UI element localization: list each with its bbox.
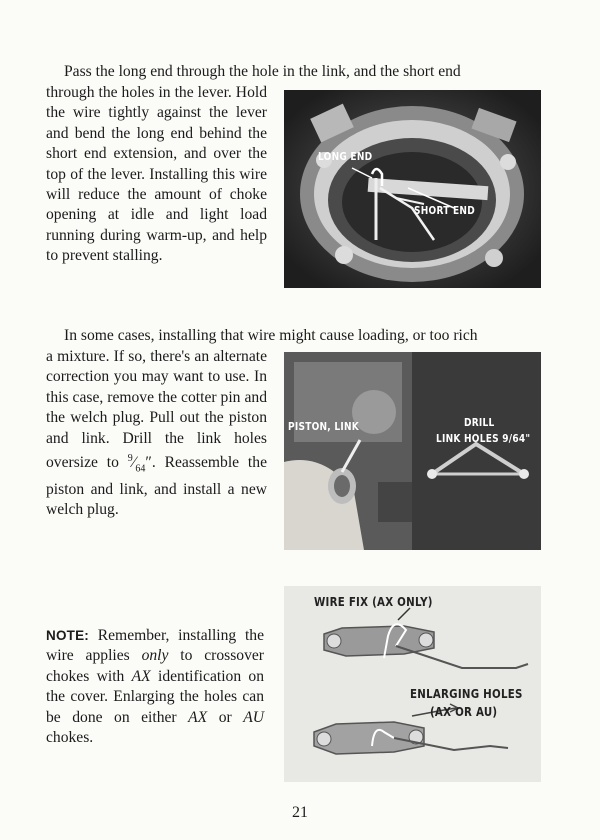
long-end-label: LONG END [318, 150, 373, 163]
fraction-denominator: 64 [135, 463, 146, 475]
section2-lead-line: In some cases, installing that wire might cause loading, or too rich [64, 327, 478, 344]
piston-link-illustration [284, 352, 412, 550]
note-label: NOTE: [46, 628, 89, 643]
section2-body-start: a mixture. If so, there's an alternate correction you may want to use. In this case, remove the cotter pin and the welch plug. Pull out the piston and link. Drill the link holes oversize to [46, 348, 267, 472]
enlarging-holes-label: ENLARGING HOLES [410, 686, 523, 701]
ax-or-au-label: (AX OR AU) [430, 704, 498, 719]
link-diagram [412, 352, 541, 550]
note-paragraph [46, 626, 264, 748]
carburetor-choke-illustration [284, 90, 541, 288]
note-or: or [207, 708, 244, 726]
drill-link-photo [412, 352, 541, 550]
note-text-1: Remember, installing the wire applies [46, 627, 264, 665]
choke-cover-illustration [284, 586, 541, 782]
choke-cover-photo [284, 586, 541, 782]
carburetor-choke-photo [284, 90, 541, 288]
note-ax-1: AX [131, 667, 151, 685]
section2-body: a mixture. If so, there's an alternate correction you may want to use. In this case, remove the cotter pin and the welch plug. Pull out the piston and link. Drill the link holes oversize to $^9⁄_{64}''$. Reassemble the piston and link, and install a new welch plug. [46, 348, 267, 519]
section1-lead-line: Pass the long end through the hole in the link, and the short end [64, 63, 461, 80]
short-end-label: SHORT END [414, 204, 475, 217]
section2-body-end: . Reassemble the piston and link, and install a new welch plug. [46, 454, 267, 519]
drill-label-line2: LINK HOLES 9/64" [436, 432, 531, 445]
note-text-2: to crossover chokes with [46, 647, 264, 685]
section1-body: through the holes in the lever. Hold the wire tightly against the lever and bend the long end behind the short end extension, and over the top of the lever. Installing this wire will reduce the amount of choke opening at idle and light load running during warm-up, and help to prevent stalling. [46, 84, 267, 265]
fraction-numerator: 9 [127, 453, 133, 465]
note-au: AU [243, 708, 264, 726]
inch-mark: ″ [145, 454, 152, 472]
note-text-3: identification on the cover. Enlarging the holes can be done on either [46, 667, 265, 726]
note-ax-2: AX [188, 708, 208, 726]
piston-link-photo [284, 352, 412, 550]
note-only: only [141, 647, 169, 665]
piston-link-label: PISTON, LINK [288, 420, 359, 433]
wire-fix-label: WIRE FIX (AX ONLY) [314, 594, 433, 609]
page-number: 21 [292, 804, 308, 821]
drill-label-line1: DRILL [464, 416, 495, 429]
note-text-4: chokes. [46, 729, 94, 747]
